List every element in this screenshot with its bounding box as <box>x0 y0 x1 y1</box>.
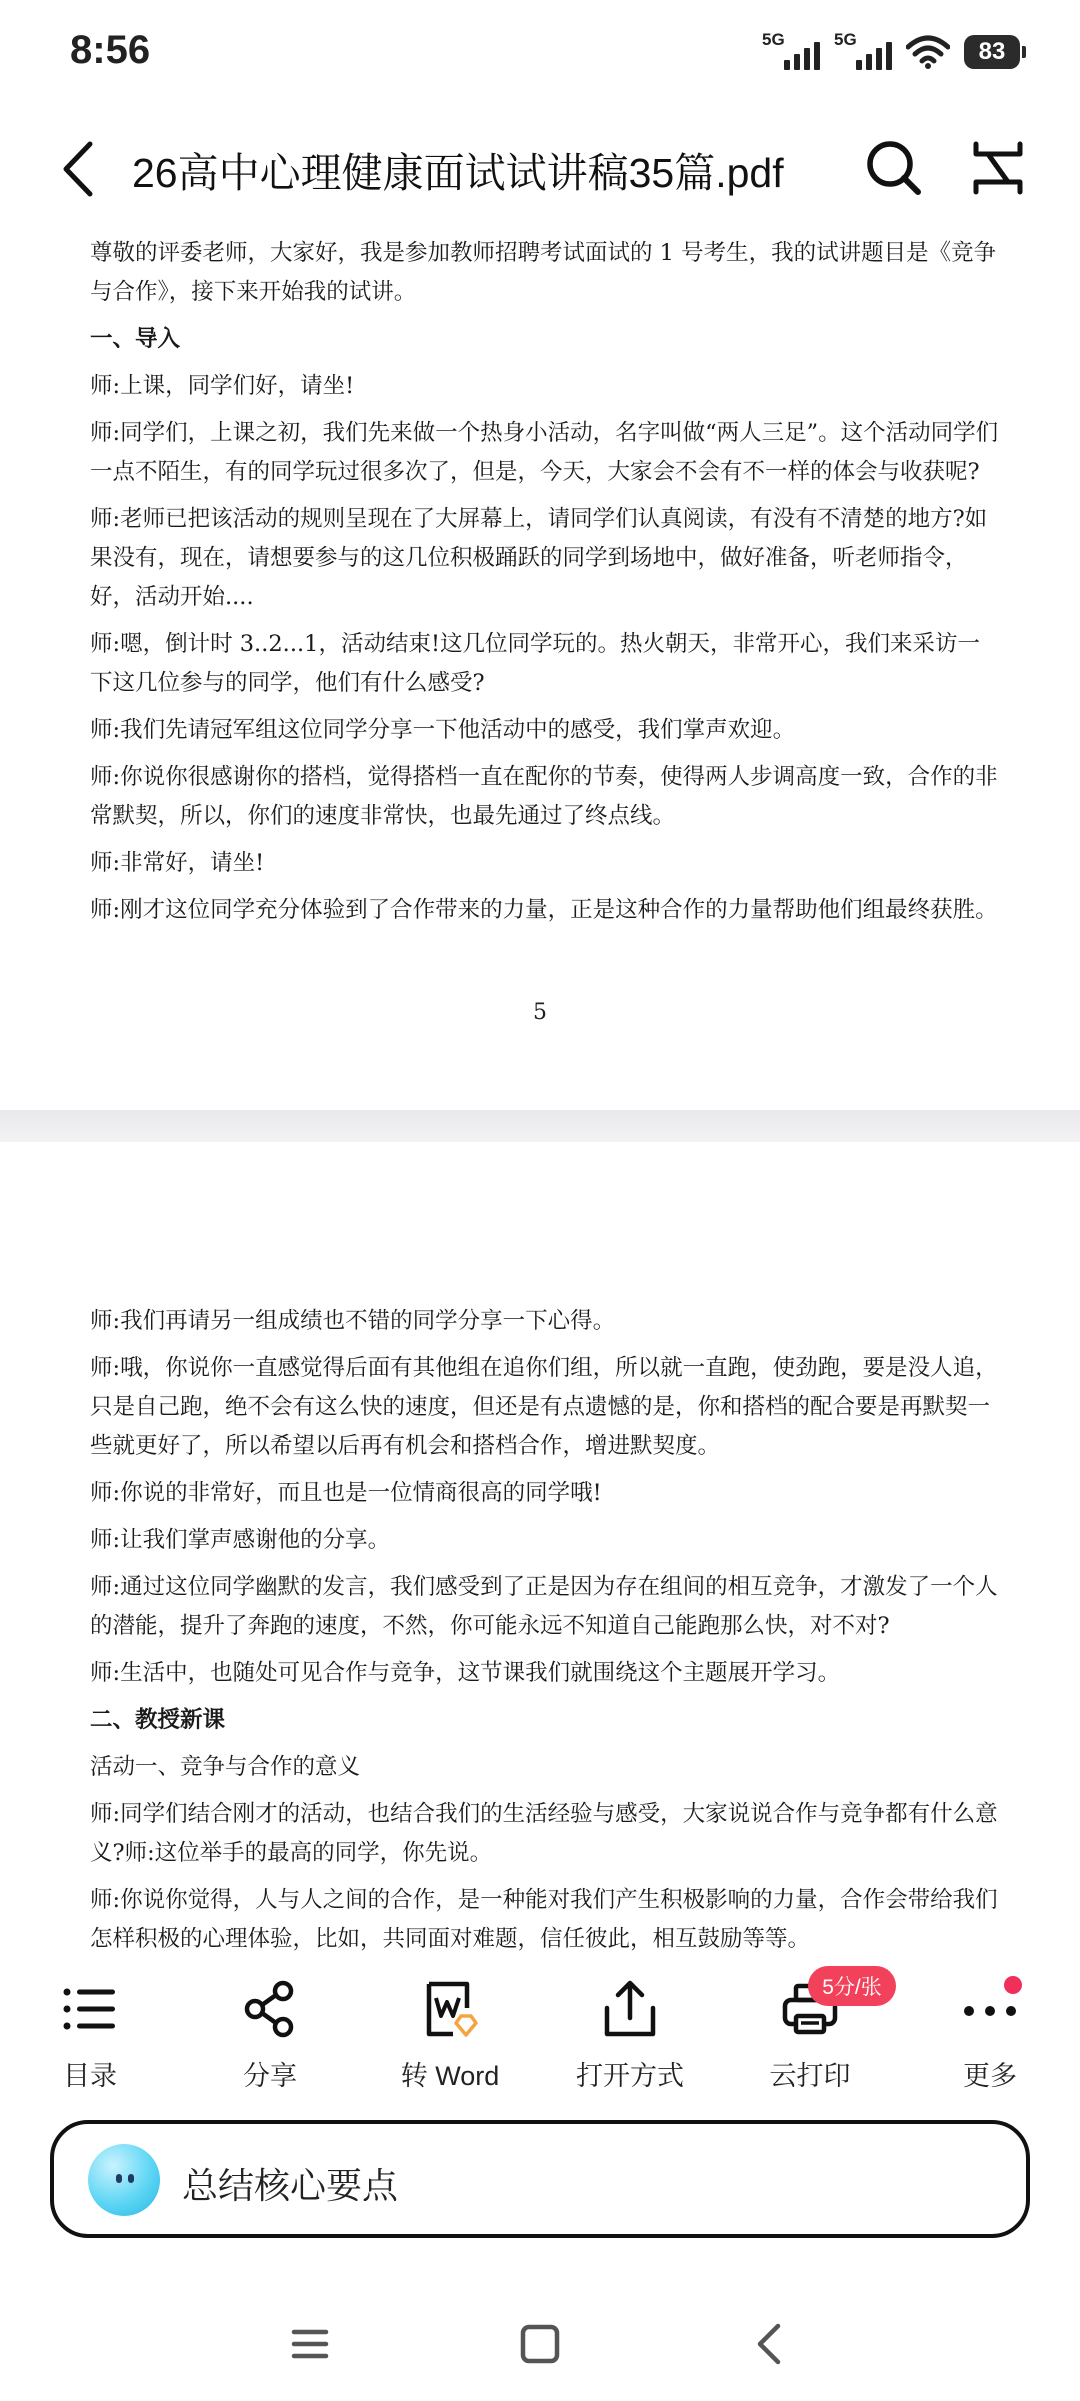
ai-avatar-icon <box>88 2144 160 2216</box>
open-with-button[interactable] <box>540 1962 720 2102</box>
signal-label: 5G <box>834 30 857 49</box>
paragraph: 师:我们先请冠军组这位同学分享一下他活动中的感受，我们掌声欢迎。 <box>90 717 796 743</box>
status-icons <box>762 30 1020 74</box>
document-header <box>0 120 1080 220</box>
cloud-print-label: 云打印 <box>769 2061 851 2091</box>
search-icon[interactable] <box>862 136 926 200</box>
signal-icon <box>762 32 820 72</box>
toc-label: 目录 <box>63 2061 117 2091</box>
ai-prompt-text: 总结核心要点 <box>182 2165 399 2206</box>
share-button[interactable] <box>180 1962 360 2102</box>
page-text <box>90 1302 1002 1962</box>
paragraph: 师:老师已把该活动的规则呈现在了大屏幕上，请同学们认真阅读，有没有不清楚的地方?如果没有，现在，请想要参与的这几位积极踊跃的同学到场地中，做好准备，听老师指令，好，活动开始.... <box>90 506 988 610</box>
paragraph: 师:通过这位同学幽默的发言，我们感受到了正是因为存在组间的相互竞争，才激发了一个人的潜能，提升了奔跑的速度，不然，你可能永远不知道自己能跑那么快，对不对? <box>90 1574 998 1639</box>
section-heading: 一、导入 <box>90 326 181 352</box>
paragraph: 师:生活中，也随处可见合作与竞争，这节课我们就围绕这个主题展开学习。 <box>90 1660 841 1686</box>
back-icon[interactable] <box>742 2314 802 2374</box>
system-navbar <box>0 2300 1080 2401</box>
signal-icon <box>834 32 892 72</box>
paragraph: 师:你说你觉得，人与人之间的合作，是一种能对我们产生积极影响的力量，合作会带给我们怎样积极的心理体验，比如，共同面对难题，信任彼此，相互鼓励等等。 <box>90 1887 998 1952</box>
paragraph: 师:非常好，请坐! <box>90 850 265 876</box>
document-page[interactable] <box>0 230 1080 1110</box>
back-arrow-icon[interactable] <box>50 134 110 204</box>
status-time: 8:56 <box>70 28 151 72</box>
paragraph: 师:你说你很感谢你的搭档，觉得搭档一直在配你的节奏，使得两人步调高度一致，合作的非常默契，所以，你们的速度非常快，也最先通过了终点线。 <box>90 764 998 829</box>
signal-label: 5G <box>762 30 785 49</box>
paragraph: 师:哦，你说你一直感觉得后面有其他组在追你们组，所以就一直跑，使劲跑，要是没人追，只是自己跑，绝不会有这么快的速度，但还是有点遗憾的是，你和搭档的配合要是再默契一些就更好了，所以希望以后再有机会和搭档合作，增进默契度。 <box>90 1355 998 1459</box>
wifi-icon <box>906 35 950 69</box>
share-label: 分享 <box>243 2061 297 2091</box>
page-text <box>90 234 1002 938</box>
more-label: 更多 <box>963 2061 1017 2091</box>
bottom-toolbar <box>0 1962 1080 2102</box>
word-convert-icon <box>419 1978 481 2040</box>
paragraph: 师:嗯，倒计时 3..2...1，活动结束!这几位同学玩的。热火朝天，非常开心，我们来采访一下这几位参与的同学，他们有什么感受? <box>90 631 980 696</box>
paragraph: 师:同学们结合刚才的活动，也结合我们的生活经验与感受，大家说说合作与竞争都有什么意义?师:这位举手的最高的同学，你先说。 <box>90 1801 998 1866</box>
paragraph: 师:你说的非常好，而且也是一位情商很高的同学哦! <box>90 1480 602 1506</box>
convert-word-button[interactable] <box>360 1962 540 2102</box>
menu-icon[interactable] <box>280 2314 340 2374</box>
print-price-badge: 5分/张 <box>808 1966 896 2006</box>
paragraph: 师:上课，同学们好，请坐! <box>90 373 355 399</box>
more-button[interactable] <box>900 1962 1080 2102</box>
paragraph: 师:让我们掌声感谢他的分享。 <box>90 1527 391 1553</box>
paragraph: 师:我们再请另一组成绩也不错的同学分享一下心得。 <box>90 1308 616 1334</box>
battery-icon: 83 <box>964 35 1020 69</box>
open-with-label: 打开方式 <box>576 2061 684 2091</box>
paragraph: 师:刚才这位同学充分体验到了合作带来的力量，正是这种合作的力量帮助他们组最终获胜。 <box>90 897 998 923</box>
ai-summary-input[interactable] <box>50 2120 1030 2238</box>
home-icon[interactable] <box>510 2314 570 2374</box>
toc-button[interactable] <box>0 1962 180 2102</box>
page-number: 5 <box>533 1000 547 1025</box>
document-title: 26高中心理健康面试试讲稿35篇.pdf <box>132 150 784 196</box>
paragraph: 活动一、竞争与合作的意义 <box>90 1754 361 1780</box>
share-icon <box>239 1978 301 2040</box>
list-icon <box>59 1978 121 2040</box>
section-heading: 二、教授新课 <box>90 1707 226 1733</box>
status-bar <box>0 0 1080 100</box>
reading-mode-icon[interactable] <box>968 138 1028 198</box>
convert-word-label: 转 Word <box>400 2061 500 2091</box>
notification-dot <box>1004 1976 1022 1994</box>
document-page[interactable] <box>0 1142 1080 1962</box>
open-with-icon <box>599 1978 661 2040</box>
paragraph: 师:同学们，上课之初，我们先来做一个热身小活动，名字叫做“两人三足”。这个活动同学们一点不陌生，有的同学玩过很多次了，但是，今天，大家会不会有不一样的体会与收获呢? <box>90 420 999 485</box>
page-divider <box>0 1110 1080 1142</box>
paragraph: 尊敬的评委老师，大家好，我是参加教师招聘考试面试的 1 号考生，我的试讲题目是《竞争与合作》，接下来开始我的试讲。 <box>90 240 997 305</box>
